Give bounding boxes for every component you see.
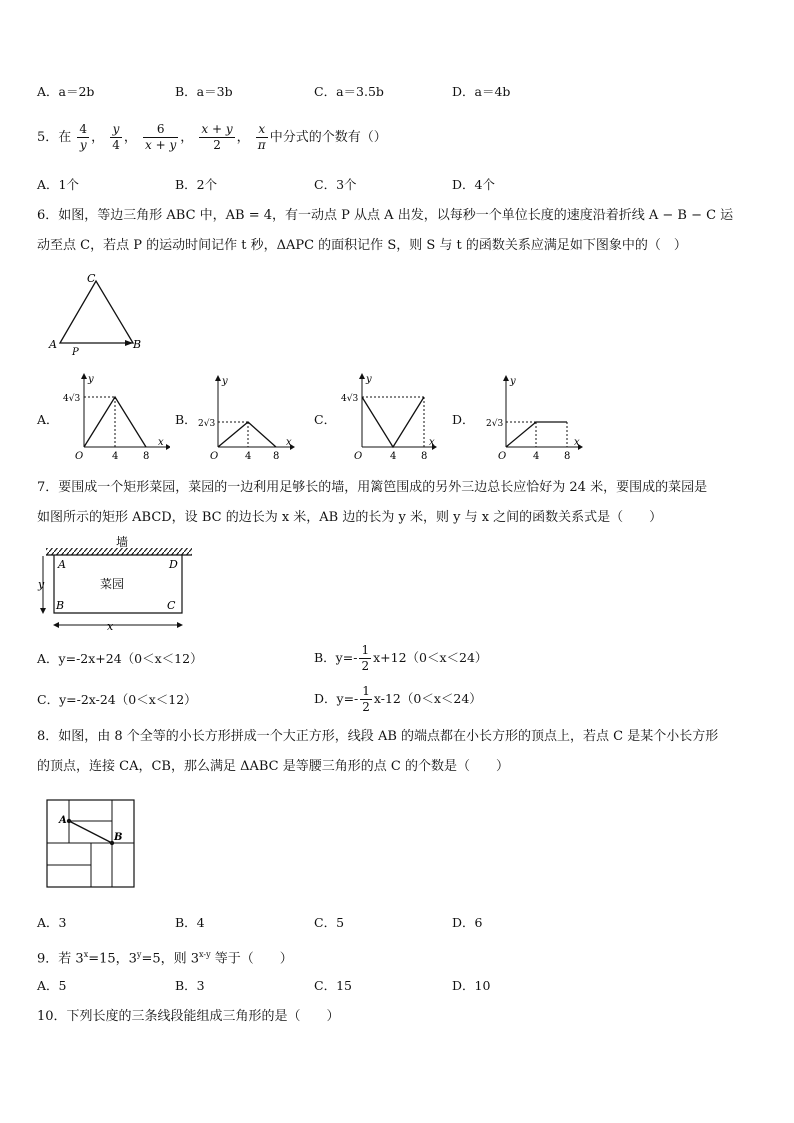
q8-option-b: B．4 (175, 915, 205, 930)
svg-text:8: 8 (143, 451, 150, 462)
q8-option-a: A．3 (37, 915, 67, 930)
svg-text:8: 8 (421, 451, 428, 462)
svg-text:O: O (75, 451, 84, 462)
q8-option-c: C．5 (314, 915, 345, 930)
q5-fraction-3: $\frac{6}{x + y}$ (145, 122, 177, 152)
q7-option-a: A．y=-2x+24（0＜x＜12） (37, 651, 203, 666)
q7-garden-figure (34, 534, 204, 638)
q5-prefix: 5．在 (37, 130, 72, 145)
q4-option-d: D．a＝4b (452, 84, 511, 99)
question-10: 10．下列长度的三条线段能组成三角形的是（ ） (37, 1009, 340, 1024)
svg-text:A: A (58, 558, 66, 571)
svg-text:x: x (107, 620, 114, 633)
wall-hatch (46, 548, 192, 555)
q6-graph-option-d-label: D． (452, 412, 475, 427)
q6-triangle-figure (40, 268, 160, 358)
q7-option-c: C．y=-2x-24（0＜x＜12） (37, 692, 197, 707)
q5-option-b: B．2个 (175, 177, 218, 192)
q6-graph-option-c-label: C． (314, 412, 337, 427)
q9-option-a: A．5 (37, 978, 67, 993)
svg-text:O: O (498, 451, 507, 462)
q5-fraction-5: $\frac{x}{\pi}$ (257, 122, 266, 152)
svg-text:y: y (38, 578, 45, 591)
graph-line (218, 422, 276, 447)
svg-text:y: y (510, 376, 516, 387)
q5-suffix: 中分式的个数有（） (269, 130, 387, 145)
svg-text:2√3: 2√3 (198, 419, 216, 429)
q4-option-a: A．a＝2b (37, 84, 95, 99)
svg-text:2√3: 2√3 (486, 419, 504, 429)
label-a: A (49, 338, 57, 351)
svg-text:y: y (366, 374, 372, 385)
q6-graph-b (196, 372, 308, 464)
q6-text-line-2: 动至点 C，若点 P 的运动时间记作 t 秒，ΔAPC 的面积记作 S，则 S 与 t 的函数关系应满足如下图象中的（ ） (37, 238, 687, 253)
svg-text:8: 8 (564, 451, 571, 462)
q7-option-b: B．y=- $\frac{1}{2}$ x+12（0＜x＜24） (314, 643, 488, 673)
svg-text:B: B (114, 832, 123, 843)
svg-text:y: y (222, 376, 228, 387)
segment-ab (69, 821, 112, 843)
svg-text:4: 4 (533, 451, 540, 462)
q5-option-a: A．1个 (37, 177, 79, 192)
q5-option-d: D．4个 (452, 177, 495, 192)
point-a (67, 819, 71, 823)
q9-option-b: B．3 (175, 978, 205, 993)
q4-option-c: C．a＝3.5b (314, 84, 384, 99)
q8-square-figure (42, 796, 142, 892)
svg-text:A: A (59, 815, 67, 826)
svg-text:x: x (158, 437, 164, 448)
q7-option-d: D．y=- $\frac{1}{2}$ x-12（0＜x＜24） (314, 684, 482, 714)
svg-text:C: C (167, 599, 176, 612)
label-p: P (72, 347, 79, 358)
label-c: C (87, 272, 96, 285)
q6-graph-d (484, 372, 596, 464)
triangle-abc (60, 281, 133, 343)
svg-text:4√3: 4√3 (63, 394, 81, 404)
q6-graph-option-a-label: A． (37, 412, 59, 427)
question-9: 9．若 $3^x=15$，$3^y=5$，则 3$^{x-y}$ 等于（ ） (37, 950, 293, 967)
label-b: B (133, 338, 142, 351)
svg-text:4: 4 (390, 451, 397, 462)
q4-option-b: B．a＝3b (175, 84, 233, 99)
svg-text:D: D (169, 558, 178, 571)
q5-fraction-4: $\frac{x + y}{2}$ (201, 122, 233, 152)
q8-text-line-1: 8．如图，由 8 个全等的小长方形拼成一个大正方形，线段 AB 的端点都在小长方形的顶点上，若点 C 是某个小长方形 (37, 729, 719, 744)
svg-text:x: x (286, 437, 292, 448)
svg-text:O: O (210, 451, 219, 462)
svg-text:4: 4 (245, 451, 252, 462)
svg-text:8: 8 (273, 451, 280, 462)
q6-text-line-1: 6．如图，等边三角形 ABC 中，AB = 4，有一动点 P 从点 A 出发，以每秒一个单位长度的速度沿着折线 A − B − C 运 (37, 208, 734, 223)
garden-label: 菜园 (100, 577, 125, 591)
svg-text:4: 4 (112, 451, 119, 462)
svg-text:x: x (574, 437, 580, 448)
wall-label: 墙 (116, 535, 129, 549)
q9-option-c: C．15 (314, 978, 352, 993)
q5-fraction-1: $\frac{4}{y}$ (79, 122, 88, 152)
svg-text:x: x (429, 437, 435, 448)
question-5: 5．在 $\frac{4}{y}$ ， $\frac{y}{4}$ ， $\frac{6}{x + y}$ ， $\frac{x + y}{2}$ ， $\frac{x}{\pi}$ 中分式的个数有（） (37, 122, 387, 152)
q5-fraction-2: $\frac{y}{4}$ (112, 122, 120, 152)
svg-text:y: y (88, 374, 94, 385)
q6-graph-a (58, 372, 170, 464)
svg-text:4√3: 4√3 (341, 394, 359, 404)
q5-option-c: C．3个 (314, 177, 357, 192)
svg-text:B: B (56, 599, 65, 612)
q6-graph-option-b-label: B． (175, 412, 197, 427)
q8-text-line-2: 的顶点，连接 CA，CB，那么满足 ΔABC 是等腰三角形的点 C 的个数是（ ） (37, 759, 509, 774)
q8-option-d: D．6 (452, 915, 483, 930)
q7-text-line-2: 如图所示的矩形 ABCD，设 BC 的边长为 x 米，AB 边的长为 y 米，则 y 与 x 之间的函数关系式是（ ） (37, 510, 663, 525)
q7-text-line-1: 7．要围成一个矩形菜园，菜园的一边利用足够长的墙，用篱笆围成的另外三边总长应恰好为 24 米，要围成的菜园是 (37, 480, 708, 495)
q6-graph-c (340, 372, 452, 464)
svg-text:O: O (354, 451, 363, 462)
graph-line (362, 397, 424, 447)
q9-option-d: D．10 (452, 978, 491, 993)
